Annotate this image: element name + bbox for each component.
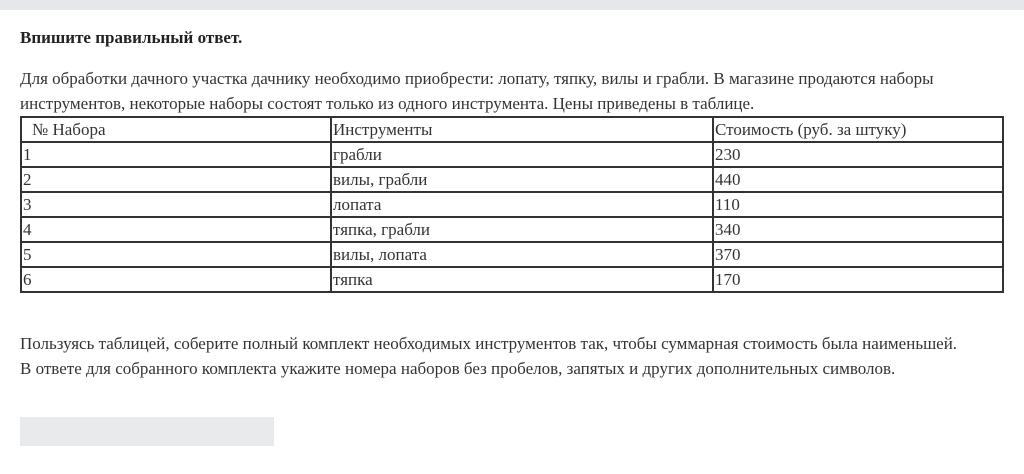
- cell-cost: 230: [713, 142, 1003, 167]
- task-instruction: Впишите правильный ответ.: [20, 28, 243, 47]
- header-set-number: № Набора: [21, 117, 331, 142]
- cell-set-number: 2: [21, 167, 331, 192]
- cell-set-number: 5: [21, 242, 331, 267]
- cell-set-number: 6: [21, 267, 331, 292]
- cell-tools: тяпка: [331, 267, 713, 292]
- cell-set-number: 3: [21, 192, 331, 217]
- cell-tools: лопата: [331, 192, 713, 217]
- cell-tools: вилы, грабли: [331, 167, 713, 192]
- table-row: [21, 267, 1003, 292]
- tool-sets-table: [20, 116, 1004, 293]
- top-bar: [0, 0, 1024, 10]
- answer-input[interactable]: [20, 417, 274, 446]
- cell-set-number: 4: [21, 217, 331, 242]
- cell-cost: 110: [713, 192, 1003, 217]
- table-row: [21, 167, 1003, 192]
- cell-cost: 170: [713, 267, 1003, 292]
- cell-set-number: 1: [21, 142, 331, 167]
- header-cost: Стоимость (руб. за штуку): [713, 117, 1003, 142]
- cell-cost: 370: [713, 242, 1003, 267]
- table-header-row: [21, 117, 1003, 142]
- table-row: [21, 192, 1003, 217]
- table-row: [21, 217, 1003, 242]
- header-tools: Инструменты: [331, 117, 713, 142]
- question-line-1: Пользуясь таблицей, соберите полный комплект необходимых инструментов так, чтобы суммарная стоимость была наименьшей.: [20, 334, 958, 353]
- table-row: [21, 242, 1003, 267]
- question-line-2: В ответе для собранного комплекта укажите номера наборов без пробелов, запятых и других дополнительных символов.: [20, 359, 896, 378]
- cell-cost: 340: [713, 217, 1003, 242]
- cell-tools: вилы, лопата: [331, 242, 713, 267]
- cell-tools: грабли: [331, 142, 713, 167]
- task-intro-text: Для обработки дачного участка дачнику необходимо приобрести: лопату, тяпку, вилы и грабли. В магазине продаются наборы инструментов, некоторые наборы состоят только из одного инструмента. Цены приведены в таблице.: [20, 69, 934, 113]
- table-row: [21, 142, 1003, 167]
- task-question: [20, 331, 997, 381]
- cell-cost: 440: [713, 167, 1003, 192]
- cell-tools: тяпка, грабли: [331, 217, 713, 242]
